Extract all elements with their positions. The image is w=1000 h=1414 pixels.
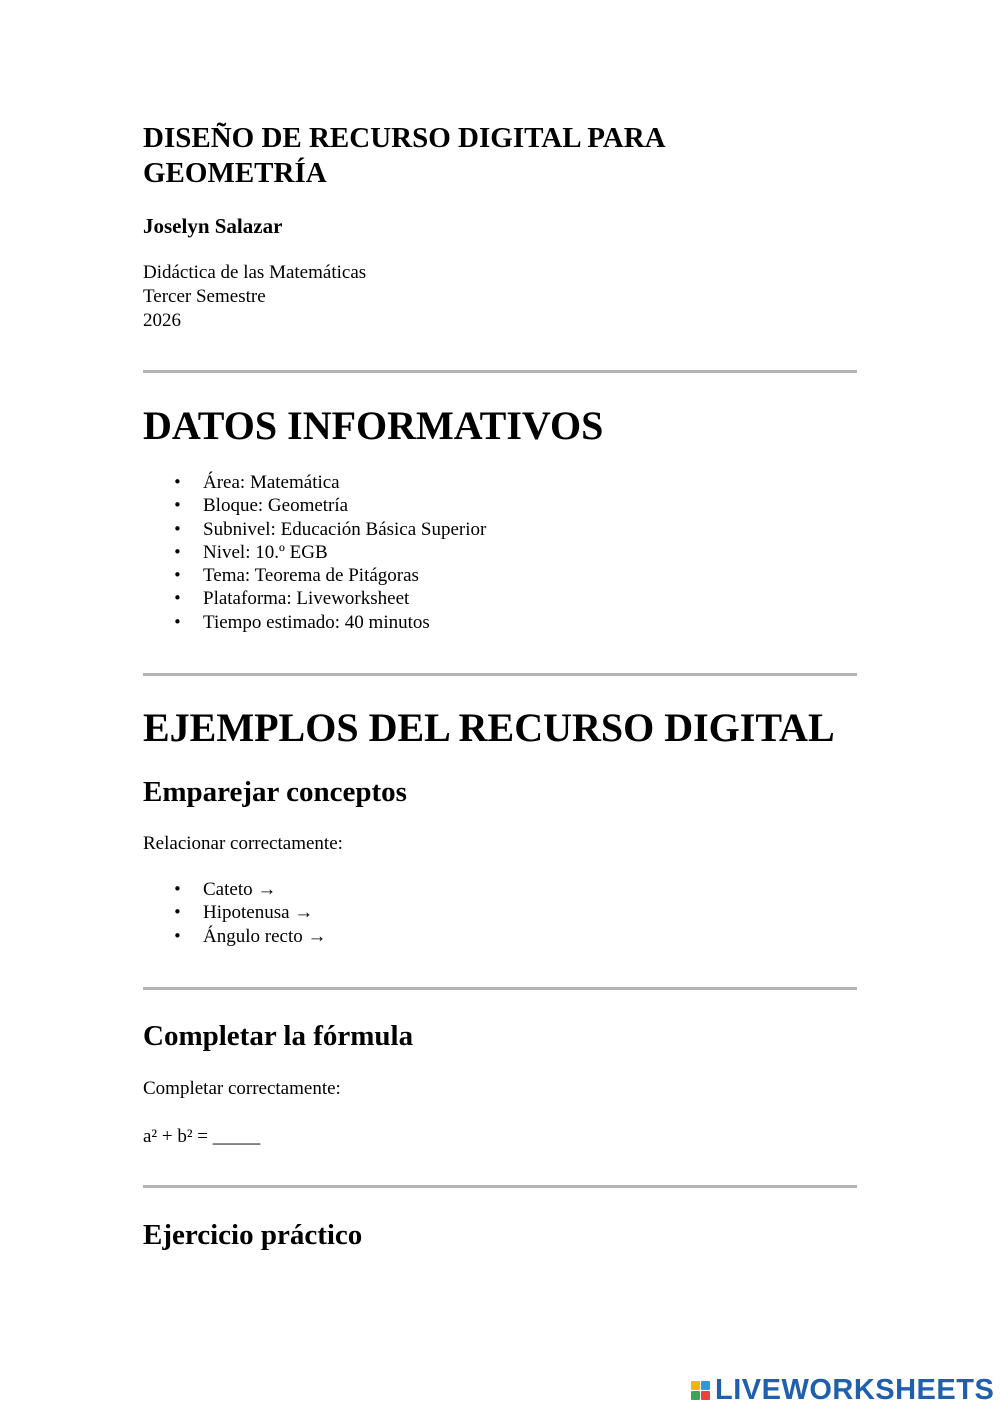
emparejar-instruction: Relacionar correctamente: <box>143 833 343 854</box>
liveworksheets-mark-icon <box>691 1381 710 1400</box>
completar-instruction: Completar correctamente: <box>143 1078 341 1099</box>
emparejar-list <box>143 878 326 948</box>
emparejar-item[interactable]: • Hipotenusa → <box>143 901 326 924</box>
liveworksheets-logo <box>691 1373 994 1407</box>
emparejar-heading: Emparejar conceptos <box>143 776 407 808</box>
document-title: DISEÑO DE RECURSO DIGITAL PARA GEOMETRÍA <box>143 122 665 189</box>
section-divider <box>143 1185 857 1188</box>
document-meta <box>143 261 366 333</box>
datos-item: • Tema: Teorema de Pitágoras <box>143 564 486 587</box>
author-name: Joselyn Salazar <box>143 214 283 238</box>
datos-item: • Nivel: 10.º EGB <box>143 541 486 564</box>
datos-item: • Subnivel: Educación Básica Superior <box>143 518 486 541</box>
year-text: 2026 <box>143 310 181 331</box>
datos-heading: DATOS INFORMATIVOS <box>143 403 604 448</box>
section-divider <box>143 987 857 990</box>
section-divider <box>143 370 857 373</box>
emparejar-item[interactable]: • Cateto → <box>143 878 326 901</box>
formula-blank[interactable]: a² + b² = _____ <box>143 1126 261 1147</box>
completar-heading: Completar la fórmula <box>143 1020 414 1052</box>
datos-list <box>143 471 486 634</box>
emparejar-item[interactable]: • Ángulo recto → <box>143 925 326 948</box>
subject-text: Didáctica de las Matemáticas <box>143 262 367 283</box>
datos-item: • Área: Matemática <box>143 471 486 494</box>
section-divider <box>143 673 857 676</box>
semester-text: Tercer Semestre <box>143 286 266 307</box>
datos-item: • Tiempo estimado: 40 minutos <box>143 611 486 634</box>
ejemplos-heading: EJEMPLOS DEL RECURSO DIGITAL <box>143 705 835 750</box>
datos-item: • Plataforma: Liveworksheet <box>143 587 486 610</box>
datos-item: • Bloque: Geometría <box>143 494 486 517</box>
logo-wordmark: LIVEWORKSHEETS <box>715 1374 995 1406</box>
ejercicio-heading: Ejercicio práctico <box>143 1219 363 1251</box>
